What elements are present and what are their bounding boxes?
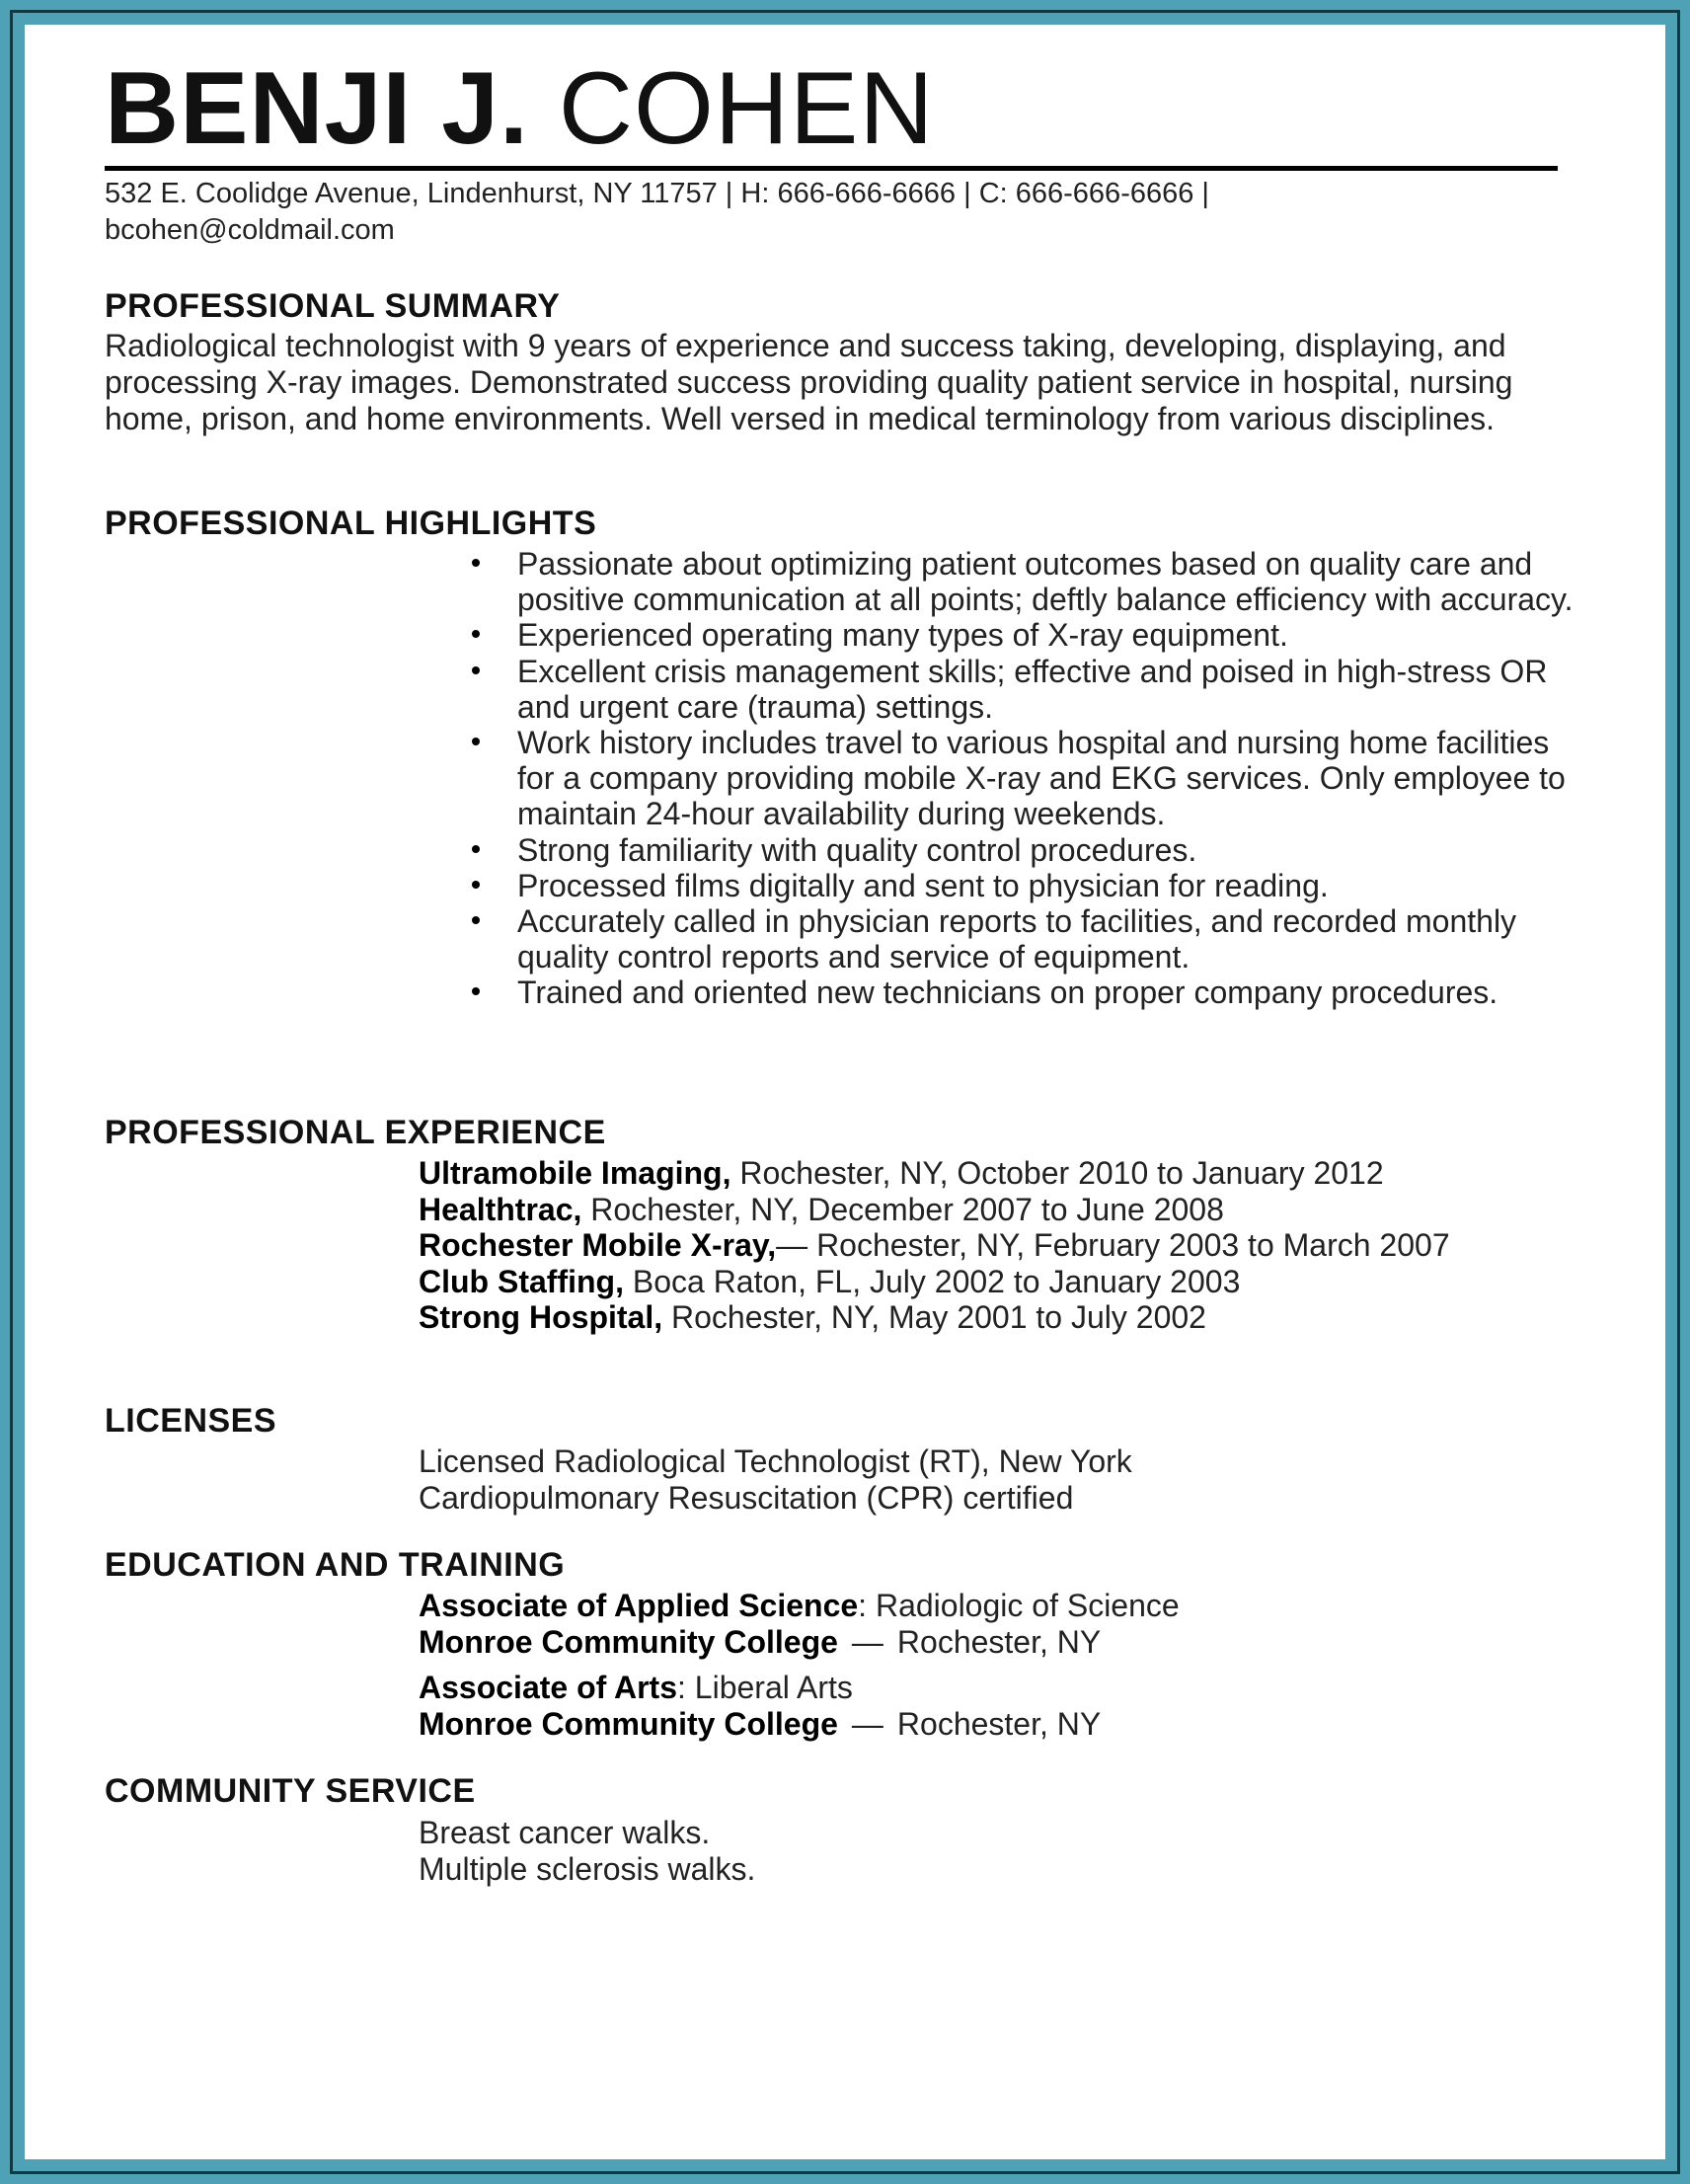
list-item: Trained and oriented new technicians on proper company procedures. [472, 975, 1577, 1010]
list-item: Processed films digitally and sent to physician for reading. [472, 868, 1577, 903]
job-details: Rochester, NY, May 2001 to July 2002 [662, 1299, 1206, 1335]
contact-email: bcohen@coldmail.com [105, 214, 395, 246]
community-item: Breast cancer walks. [419, 1815, 711, 1850]
list-item: Passionate about optimizing patient outcomes based on quality care and positive communication at all points; deftly balance efficiency with accuracy. [472, 546, 1577, 617]
school-name: Monroe Community College [419, 1705, 838, 1742]
contact-address-phones: 532 E. Coolidge Avenue, Lindenhurst, NY 11757 | H: 666-666-6666 | C: 666-666-6666 | [105, 178, 1209, 209]
job-details: Rochester, NY, December 2007 to June 2008 [581, 1191, 1224, 1227]
job-details: Boca Raton, FL, July 2002 to January 2003 [623, 1263, 1241, 1299]
degree-field: : Radiologic of Science [858, 1588, 1180, 1623]
employer-name: Rochester Mobile X-ray, [419, 1227, 777, 1263]
education-heading: EDUCATION AND TRAINING [105, 1546, 566, 1584]
experience-heading: PROFESSIONAL EXPERIENCE [105, 1114, 606, 1151]
employer-name: Club Staffing, [419, 1263, 624, 1299]
employer-name: Ultramobile Imaging, [419, 1155, 731, 1191]
community-heading: COMMUNITY SERVICE [105, 1772, 476, 1810]
first-name: BENJI J. [105, 51, 529, 166]
list-item: Excellent crisis management skills; effective and poised in high-stress OR and urgent care (trauma) settings. [472, 654, 1577, 725]
job-entry [419, 1299, 1554, 1336]
job-entry [419, 1155, 1554, 1192]
header-rule [105, 166, 1558, 171]
list-item: Accurately called in physician reports to facilities, and recorded monthly quality control reports and service of equipment. [472, 903, 1577, 975]
separator-dash: — [851, 1705, 883, 1742]
education-entry [419, 1670, 1554, 1742]
community-item: Multiple sclerosis walks. [419, 1850, 756, 1887]
degree-line [419, 1670, 1554, 1706]
job-entry [419, 1227, 1514, 1264]
school-line [419, 1706, 1554, 1743]
community-list [419, 1815, 1554, 1887]
list-item: Experienced operating many types of X-ray equipment. [472, 617, 1577, 653]
license-item: Licensed Radiological Technologist (RT), New York [419, 1443, 1132, 1479]
separator-dash: — [851, 1623, 883, 1660]
education-entry [419, 1588, 1554, 1660]
job-entry [419, 1264, 1554, 1300]
job-details: Rochester, NY, October 2010 to January 2012 [730, 1155, 1384, 1191]
last-name: COHEN [558, 51, 935, 166]
summary-heading: PROFESSIONAL SUMMARY [105, 287, 561, 325]
summary-text: Radiological technologist with 9 years of experience and success taking, developing, displaying, and processing X-ray images. Demonstrated success providing quality patient service in hospital, nursing home, prison, and home environments. Well versed in medical terminology from various disciplines. [105, 328, 1513, 436]
school-name: Monroe Community College [419, 1623, 838, 1660]
job-entry [419, 1192, 1554, 1228]
license-item: Cardiopulmonary Resuscitation (CPR) certified [419, 1479, 1074, 1516]
degree-field: : Liberal Arts [677, 1670, 853, 1705]
contact-info [105, 176, 1536, 249]
employer-name: Strong Hospital, [419, 1299, 663, 1335]
degree-line [419, 1588, 1554, 1624]
school-line [419, 1624, 1554, 1661]
licenses-list [419, 1443, 1554, 1516]
highlights-heading: PROFESSIONAL HIGHLIGHTS [105, 505, 597, 542]
degree-name: Associate of Applied Science [419, 1588, 859, 1623]
list-item: Work history includes travel to various hospital and nursing home facilities for a company providing mobile X-ray and EKG services. Only employee to maintain 24-hour availability during weekends. [472, 725, 1577, 832]
candidate-name [105, 51, 935, 166]
job-details: — Rochester, NY, February 2003 to March 2007 [776, 1227, 1450, 1263]
experience-list [419, 1155, 1554, 1336]
school-location: Rochester, NY [896, 1623, 1102, 1660]
employer-name: Healthtrac, [419, 1191, 582, 1227]
highlights-list [472, 546, 1577, 1011]
degree-name: Associate of Arts [419, 1670, 677, 1705]
school-location: Rochester, NY [896, 1705, 1102, 1742]
list-item: Strong familiarity with quality control procedures. [472, 832, 1577, 868]
licenses-heading: LICENSES [105, 1402, 277, 1440]
